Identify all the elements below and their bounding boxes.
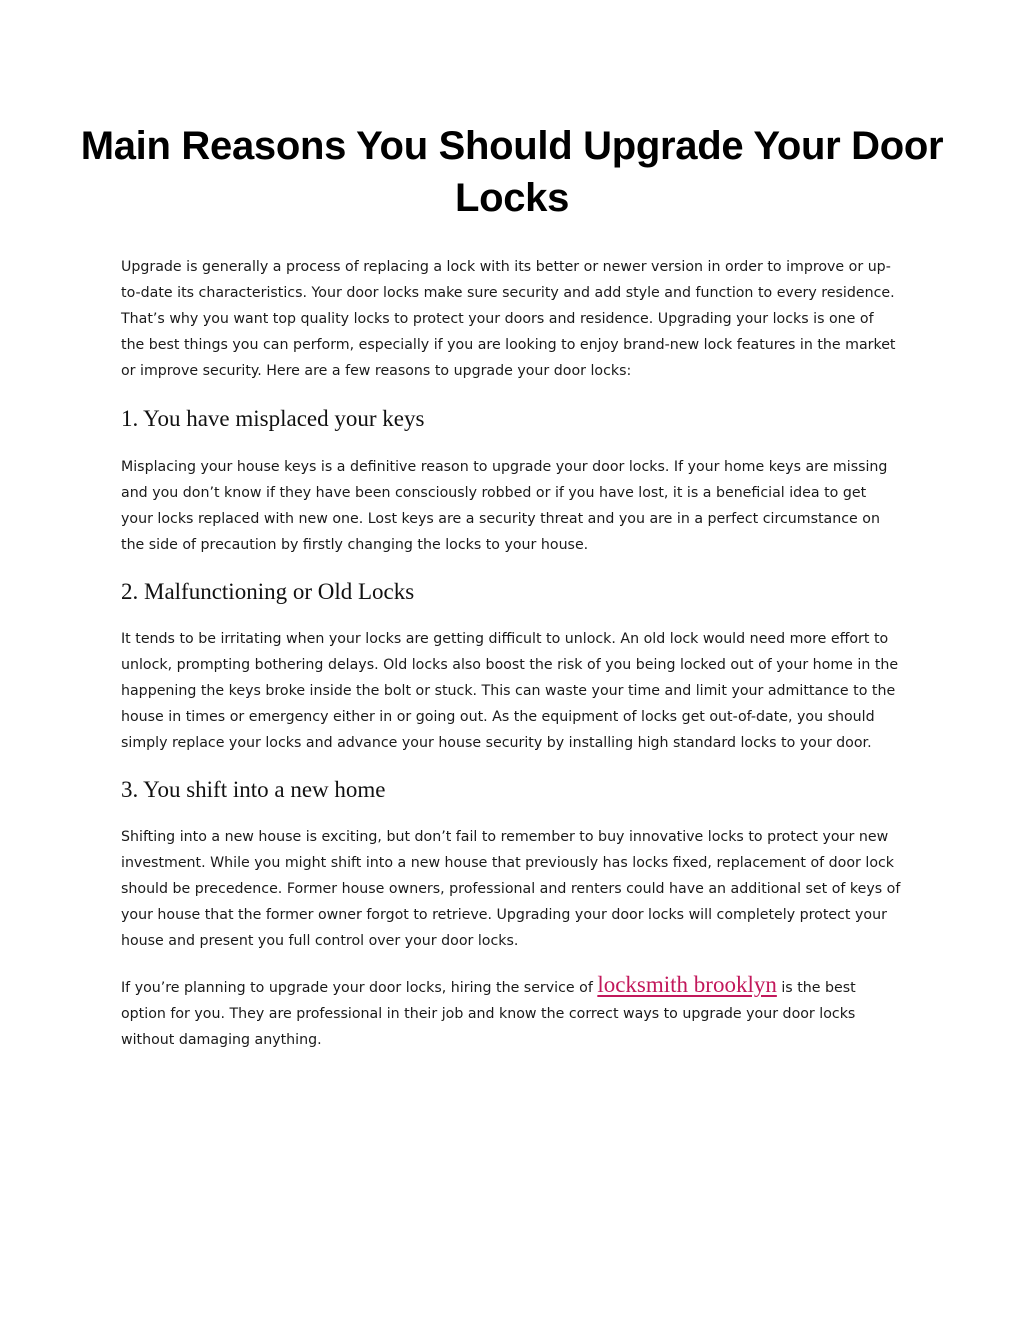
section-body-2: It tends to be irritating when your locks are getting difficult to unlock. An old lock would need more effort to unlock, prompting bothering delays. Old locks also boost the risk of you being locked out of your home in the happening the keys broke inside the bolt or stuck. This can waste your time and limit your admittance to the house in times or emergency either in or going out. As the equipment of locks get out-of-date, you should simply replace your locks and advance your house security by installing high standard locks to your door. bbox=[121, 631, 899, 751]
closing-paragraph bbox=[121, 972, 901, 1053]
section-heading-2: 2. Malfunctioning or Old Locks bbox=[121, 579, 415, 604]
closing-text-after-link: is the best option for you. They are professional in their job and know the correct ways to upgrade your door locks without damaging anything. bbox=[121, 980, 856, 1048]
page-title: Main Reasons You Should Upgrade Your Door Locks bbox=[80, 124, 944, 220]
section-body-3: Shifting into a new house is exciting, but don’t fail to remember to buy innovative locks to protect your new investment. While you might shift into a new house that previously has locks fixed, replacement of door lock should be precedence. Former house owners, professional and renters could have an additional set of keys of your house that the former owner forgot to retrieve. Upgrading your door locks will completely protect your house and present you full control over your door locks. bbox=[121, 829, 901, 949]
section-heading-1: 1. You have misplaced your keys bbox=[121, 406, 425, 431]
intro-paragraph: Upgrade is generally a process of replacing a lock with its better or newer version in order to improve or up-to-date its characteristics. Your door locks make sure security and add style and function to every residence. That’s why you want top quality locks to protect your doors and residence. Upgrading your locks is one of the best things you can perform, especially if you are looking to enjoy brand-new lock features in the market or improve security. Here are a few reasons to upgrade your door locks: bbox=[121, 259, 896, 379]
section-body-1: Misplacing your house keys is a definitive reason to upgrade your door locks. If your home keys are missing and you don’t know if they have been consciously robbed or if you have lost, it is a beneficial idea to get your locks replaced with new one. Lost keys are a security threat and you are in a perfect circumstance on the side of precaution by firstly changing the locks to your house. bbox=[121, 459, 888, 553]
article-body bbox=[121, 254, 901, 1053]
closing-text-before-link: If you’re planning to upgrade your door locks, hiring the service of bbox=[121, 980, 598, 996]
section-heading-3: 3. You shift into a new home bbox=[121, 777, 386, 802]
locksmith-brooklyn-link[interactable]: locksmith brooklyn bbox=[597, 972, 777, 997]
